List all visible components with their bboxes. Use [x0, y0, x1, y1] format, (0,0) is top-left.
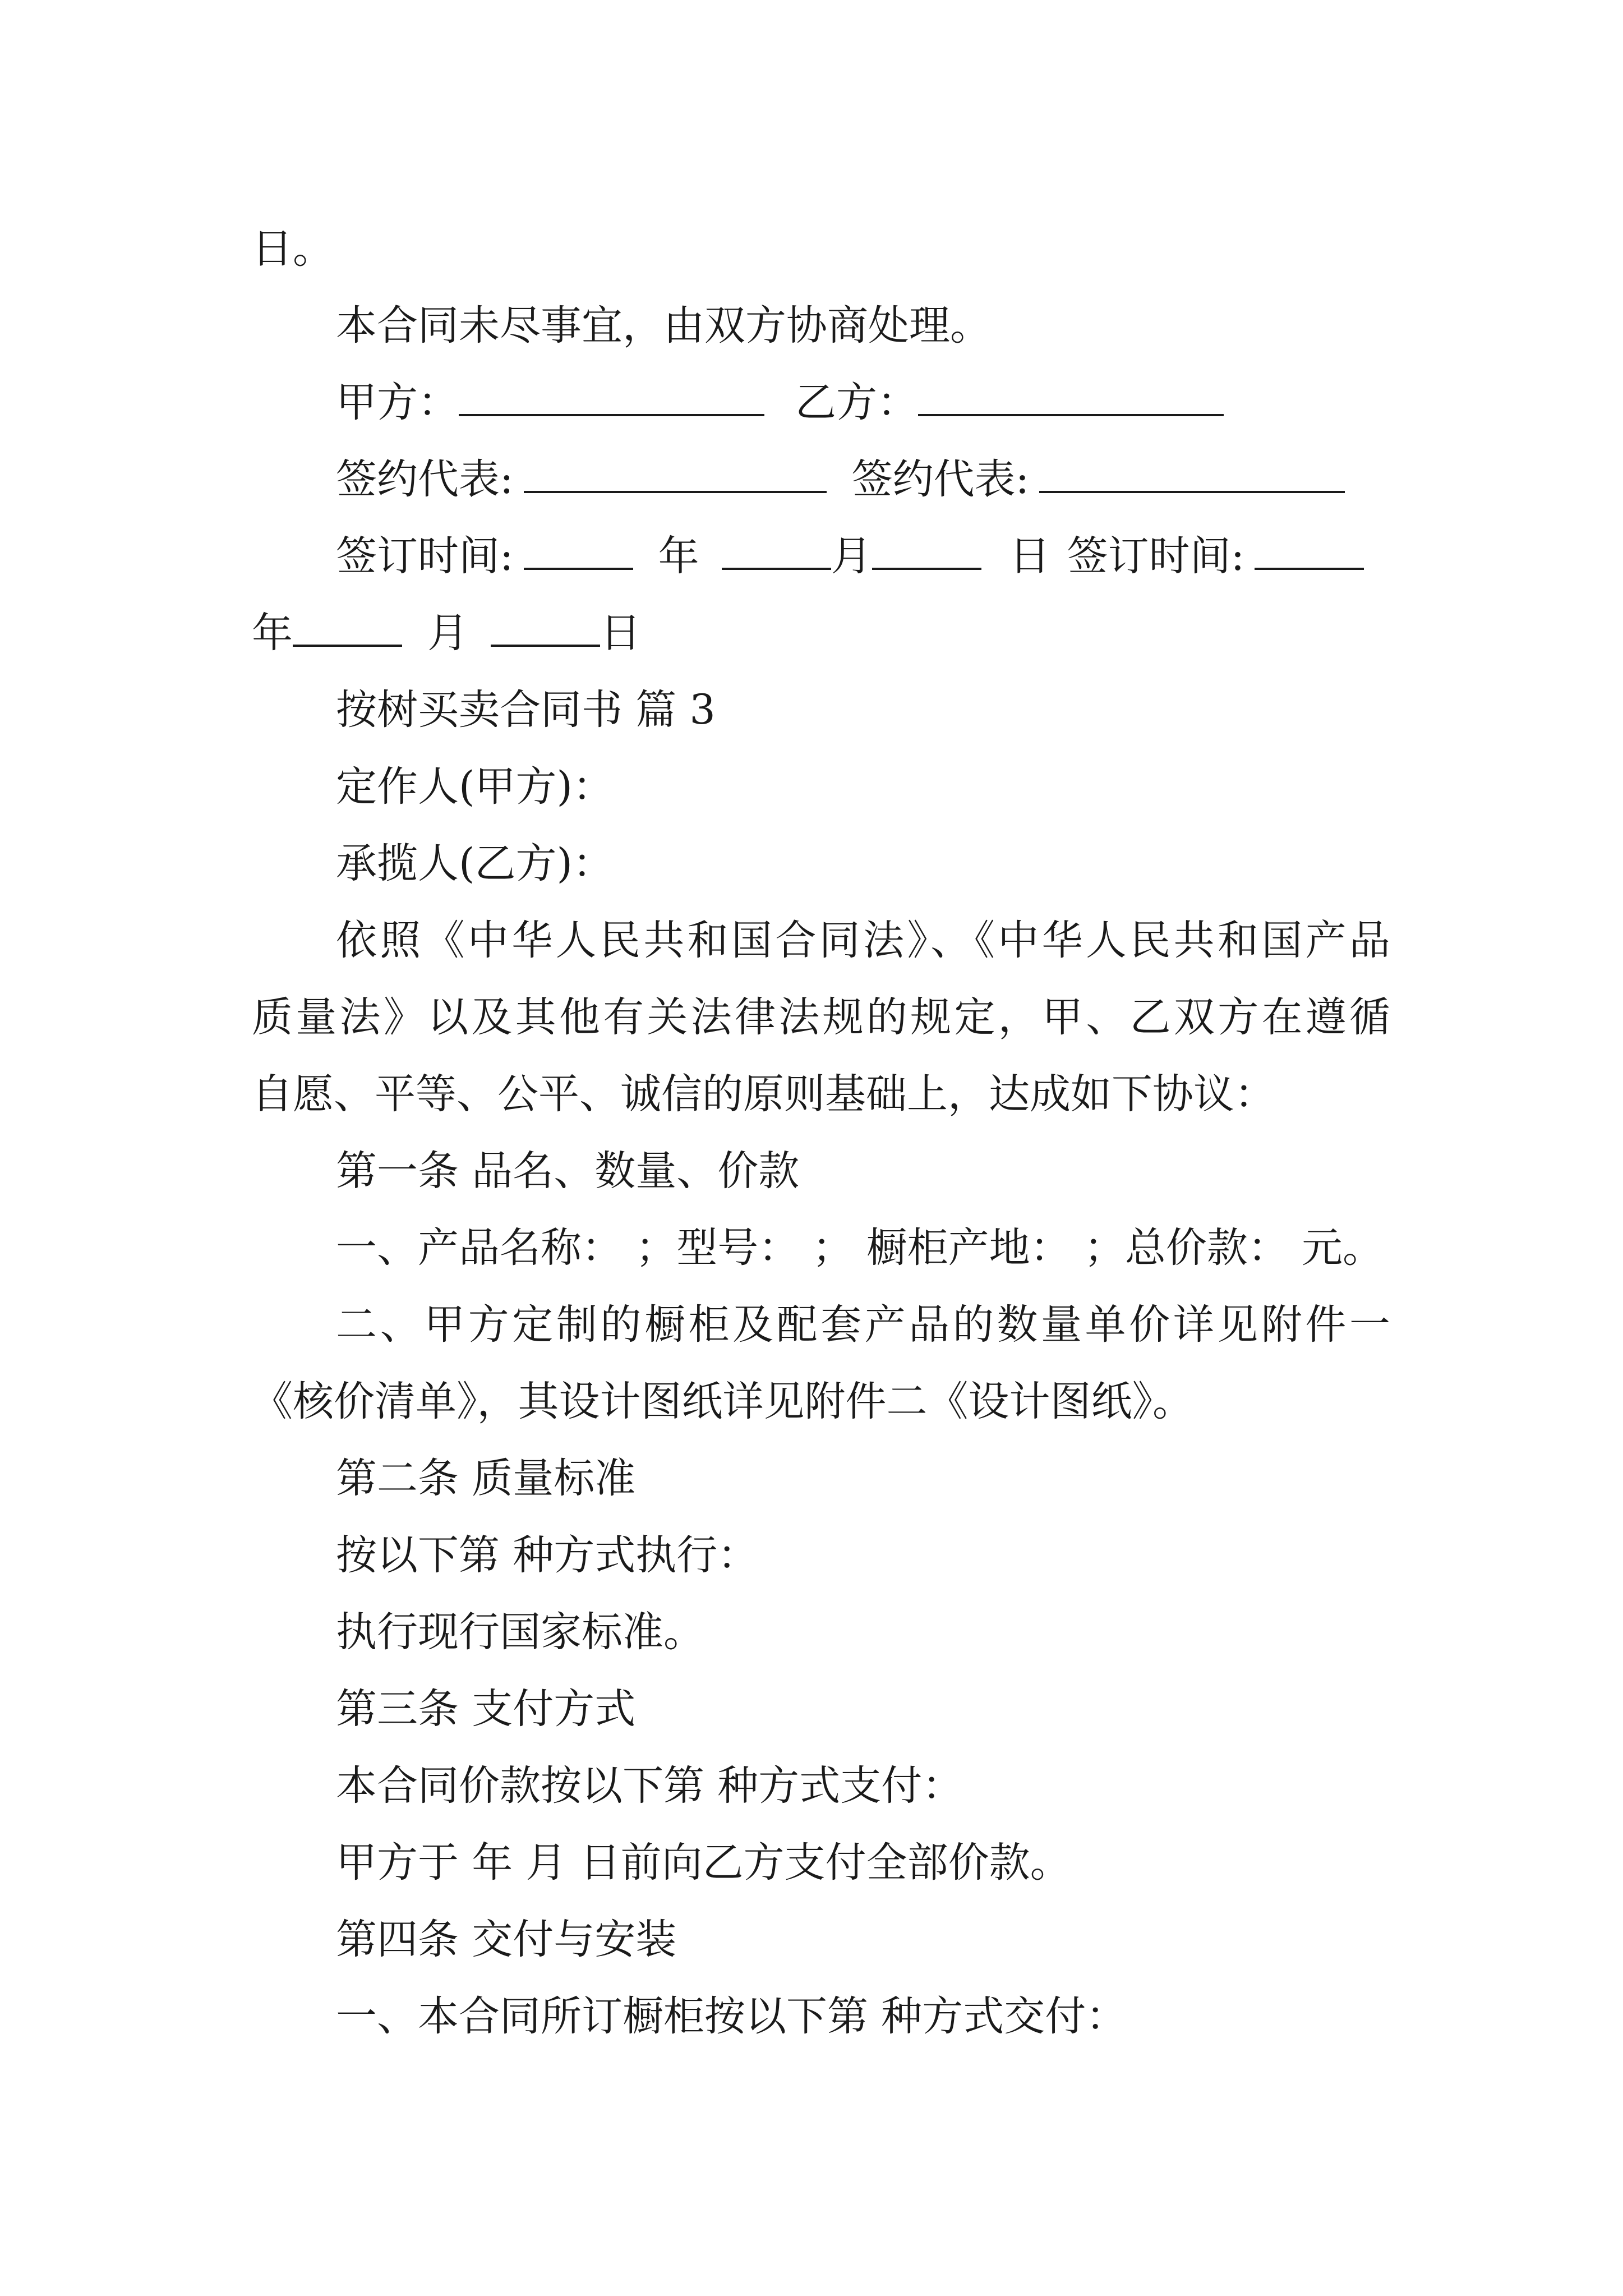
party-b-label: 乙方： [795, 379, 918, 426]
document-line [252, 1133, 1390, 1209]
document-line [252, 441, 1390, 518]
sign-year-b-label: 年 [252, 609, 293, 657]
document-line-text: 日。 [252, 225, 334, 273]
document-line [252, 1517, 1390, 1594]
document-line [252, 1209, 1390, 1286]
rep-a-blank[interactable] [524, 454, 827, 493]
party-a-blank[interactable] [459, 377, 764, 416]
rep-a-label: 签约代表: [336, 455, 514, 503]
document-line [252, 1824, 1390, 1901]
sign-month-a-label: 月 [831, 532, 872, 580]
sign-day-b-label: 日 [600, 609, 641, 657]
document-line-text: 本合同价款按以下第 种方式支付： [336, 1762, 963, 1810]
sign-year-a-blank[interactable] [524, 531, 633, 570]
sign-month-a-blank-2[interactable] [872, 531, 981, 570]
party-b-blank[interactable] [918, 377, 1224, 416]
document-line-text: 第三条 支付方式 [336, 1685, 636, 1733]
document-line-text: 承揽人(乙方)： [336, 840, 614, 887]
document-line [252, 748, 1390, 825]
document-line [252, 1978, 1390, 2055]
document-line [252, 287, 1390, 364]
document-line [252, 364, 1390, 441]
document-line [252, 595, 1390, 671]
sign-month-b-blank[interactable] [293, 608, 402, 647]
document-line-text: 第二条 质量标准 [336, 1455, 636, 1502]
document-line-text: 第一条 品名、数量、价款 [336, 1147, 800, 1195]
document-line [252, 671, 1390, 748]
rep-b-blank[interactable] [1039, 454, 1345, 493]
party-a-label: 甲方： [336, 379, 459, 426]
document-line-text: 一、产品名称： ；型号： ； 橱柜产地： ；总价款： 元。 [336, 1224, 1384, 1272]
document-line-text: 执行现行国家标准。 [336, 1608, 704, 1656]
sign-month-b-label: 月 [427, 609, 468, 657]
document-line-text: 定作人(甲方)： [336, 763, 614, 811]
sign-year-b-blank[interactable] [1255, 531, 1364, 570]
sign-year-a-label: 年 [658, 532, 699, 580]
sign-time-b-label: 签订时间: [1067, 532, 1245, 580]
document-line-text: 甲方于 年 月 日前向乙方支付全部价款。 [336, 1839, 1071, 1887]
document-line-text: 《核价清单》，其设计图纸详见附件二《设计图纸》。 [252, 1378, 1193, 1425]
document-line-text: 质量法》以及其他有关法律法规的规定，甲、乙双方在遵循 [252, 993, 1390, 1041]
document-line [252, 1747, 1390, 1824]
document-line-text: 一、本合同所订橱柜按以下第 种方式交付： [336, 1993, 1127, 2040]
sign-month-a-blank-1[interactable] [722, 531, 831, 570]
sign-day-b-blank[interactable] [491, 608, 600, 647]
sign-time-a-label: 签订时间: [336, 532, 514, 580]
document-line [252, 1056, 1390, 1133]
document-line-text: 依照《中华人民共和国合同法》、《中华人民共和国产品 [336, 917, 1390, 964]
document-line [252, 1901, 1390, 1978]
document-line [252, 518, 1390, 595]
document-line [252, 210, 1390, 287]
document-line [252, 1594, 1390, 1671]
document-line-text: 第四条 交付与安装 [336, 1916, 677, 1963]
document-line-text: 自愿、平等、公平、诚信的原则基础上，达成如下协议： [252, 1070, 1275, 1118]
document-line [252, 979, 1390, 1056]
document-line-text: 本合同未尽事宜，由双方协商处理。 [336, 302, 991, 349]
document-line-text: 按树买卖合同书 篇 3 [336, 686, 716, 734]
document-line [252, 825, 1390, 902]
document-line [252, 1363, 1390, 1440]
document-line-text: 按以下第 种方式执行： [336, 1531, 759, 1579]
document-line [252, 1671, 1390, 1747]
sign-day-a-label: 日 [1009, 532, 1050, 580]
document-line [252, 1440, 1390, 1517]
document-line [252, 1286, 1390, 1363]
document-body [252, 210, 1390, 2055]
rep-b-label: 签约代表: [851, 455, 1030, 503]
document-line [252, 902, 1390, 979]
document-line-text: 二、甲方定制的橱柜及配套产品的数量单价详见附件一 [336, 1301, 1390, 1349]
